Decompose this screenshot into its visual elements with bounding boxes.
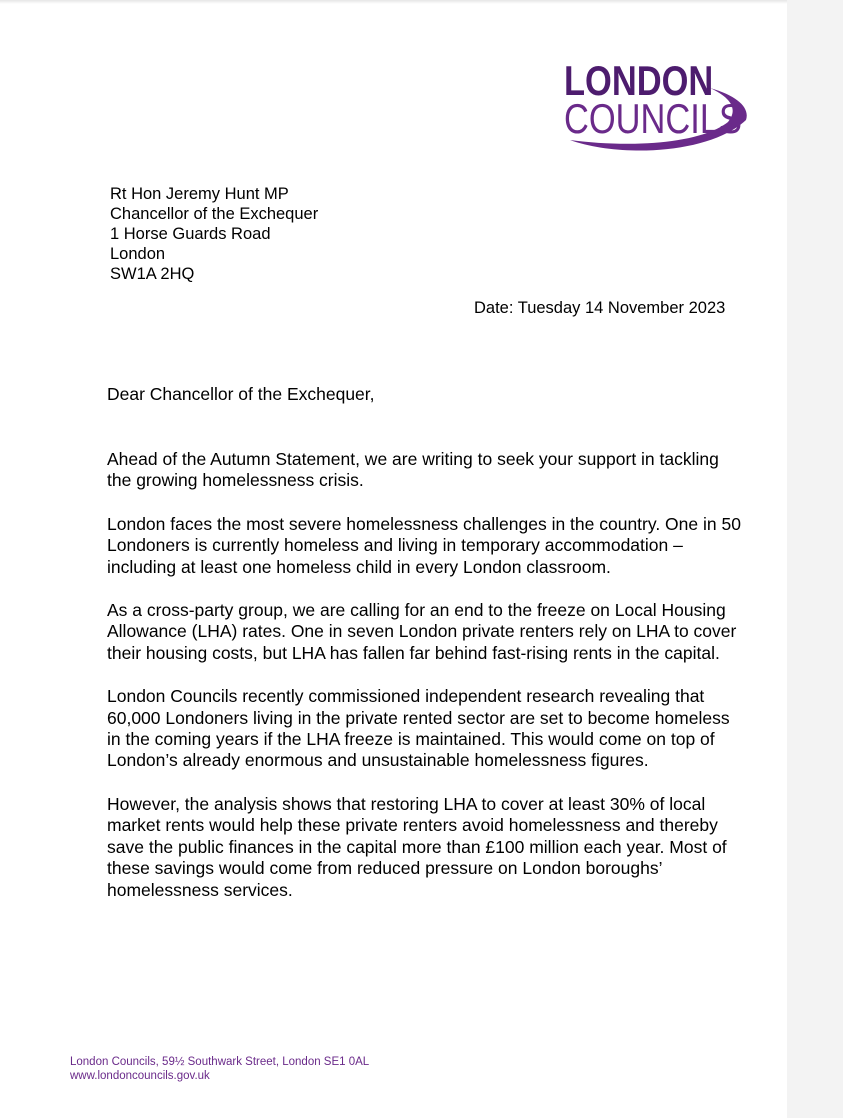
letter-date: Date: Tuesday 14 November 2023 (474, 299, 726, 317)
paragraph: Ahead of the Autumn Statement, we are writing to seek your support in tackling the growing homelessness crisis. (107, 449, 719, 491)
recipient-address (110, 184, 318, 284)
viewer-margin (787, 0, 843, 1118)
recipient-street: 1 Horse Guards Road (110, 225, 271, 243)
footer-address: London Councils, 59½ Southwark Street, London SE1 0AL (70, 1056, 370, 1068)
page-top-shadow (0, 0, 787, 4)
london-councils-logo (560, 58, 750, 158)
paragraph: However, the analysis shows that restoring LHA to cover at least 30% of local market rents would help these private renters avoid homelessness and thereby save the public finances in the capital more than £100 million each year. Most of these savings would come from reduced pressure on London boroughs’ homelessness services. (107, 793, 727, 900)
paragraph: As a cross-party group, we are calling for an end to the freeze on Local Housing Allowance (LHA) rates. One in seven London private renters rely on LHA to cover their housing costs, but LHA has fallen far behind fast-rising rents in the capital. (107, 600, 737, 663)
logo-text-councils: COUNCILS (564, 95, 742, 142)
footer-website-link[interactable]: www.londoncouncils.gov.uk (70, 1070, 210, 1082)
recipient-name: Rt Hon Jeremy Hunt MP (110, 185, 289, 203)
letter-body (107, 449, 747, 923)
letter-footer (70, 1055, 369, 1083)
recipient-city: London (110, 245, 166, 263)
logo-text-london: LONDON (564, 57, 714, 104)
recipient-postcode: SW1A 2HQ (110, 265, 195, 283)
paragraph: London Councils recently commissioned independent research revealing that 60,000 Londoners living in the private rented sector are set to become homeless in the coming years if the LHA freeze is maintained. This would come on top of London’s already enormous and unsustainable homelessness figures. (107, 686, 730, 771)
salutation: Dear Chancellor of the Exchequer, (107, 384, 375, 404)
paragraph: London faces the most severe homelessness challenges in the country. One in 50 Londoners is currently homeless and living in temporary accommodation – including at least one homeless child in every London classroom. (107, 513, 741, 577)
recipient-title: Chancellor of the Exchequer (110, 205, 319, 223)
